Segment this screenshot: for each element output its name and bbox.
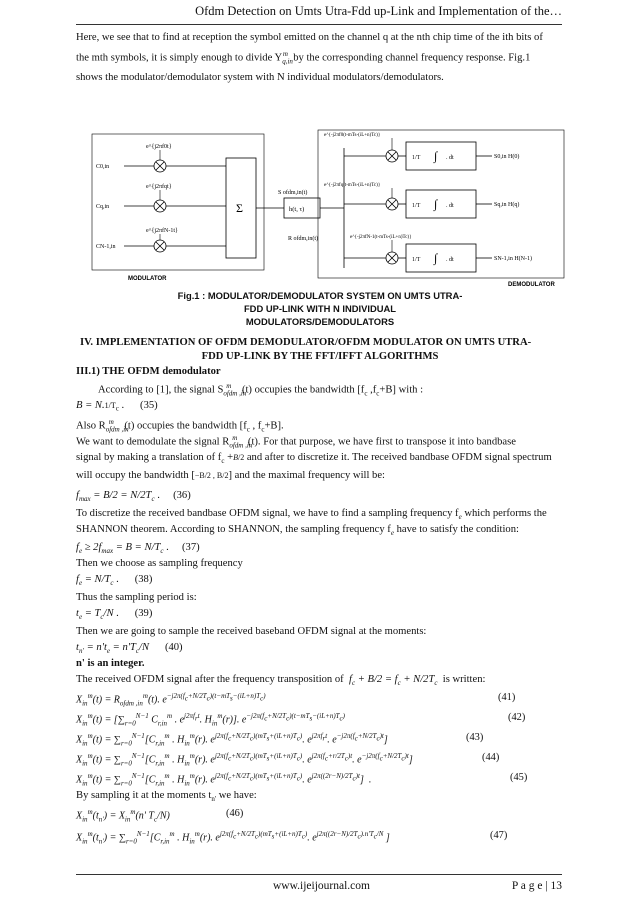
channel-label: h(t, τ) [289, 206, 305, 213]
body-line: SHANNON theorem. According to SHANNON, the sampling frequency $f_e$ have to satisfy the condition: [76, 524, 519, 538]
eq-number-44: (44) [482, 752, 500, 763]
input-cn1: CN-1,in [96, 244, 116, 250]
output-0: S0,in H(0) [494, 154, 520, 160]
body-line: Then we choose as sampling frequency [76, 558, 243, 569]
intro-line-3: shows the modulator/demodulator system with N individual modulators/demodulators. [76, 71, 444, 83]
equation-39: $t_e = T_c/N$ . (39) [76, 608, 153, 622]
rx-exp-n1: e^{-j2πfN-1(t-mTs-(iL+n)Tc)} [350, 235, 412, 240]
equation-47: $X_{in}^m(t_{n'}) = \sum_{r=0}^{N-1}[C_{r,in}^m$ . $H_{in}^m(r)$. $e^{j2\pi(f_c+N/2T_c)(mT_s+(iL+n)T_c)}$. $e^{j2\pi((2r-N)/2T_c).n'T_c/N}$ ] [76, 830, 390, 846]
equation-43: $X_{in}^m(t) = \sum_{r=0}^{N-1}[C_{r,in}^m$ . $H_{in}^m(r)$. $e^{j2\pi(f_c+N/2T_c)(mT_s+(iL+n)T_c)}$. $e^{j2\pi f_rt}$. $e^{-j2\pi(f_c+N/2T_c)t}$] [76, 732, 388, 748]
body-line: n' is an integer. [76, 658, 145, 669]
equation-46: $X_{in}^m(t_{n'}) = X_{in}^m(n'$ $T_c/N$) [76, 808, 170, 824]
demodulator-label: DEMODULATOR [508, 282, 555, 288]
svg-text:. dt: . dt [446, 203, 454, 209]
svg-text:. dt: . dt [446, 155, 454, 161]
body-line: By sampling it at the moments $t_{n'}$ we have: [76, 790, 257, 804]
section-heading: IV. IMPLEMENTATION OF OFDM DEMODULATOR/OFDM MODULATOR ON UMTS UTRA- FDD UP-LINK BY THE FFT/IFFT ALGORITHMS [80, 337, 532, 362]
eq-number-42: (42) [508, 712, 526, 723]
output-n1: SN-1,in H(N-1) [494, 256, 532, 262]
svg-text:. dt: . dt [446, 257, 454, 263]
tx-signal-label: S ofdm,in(t) [278, 190, 308, 196]
body-line: The received OFDM signal after the frequency transposition of $f_c + B/2 = f_c + N/2T_c$ is written: [76, 674, 486, 688]
equation-42: $X_{in}^m(t) = [\sum_{r=0}^{N-1}$ $C_{r,in}^m$ . $e^{j2\pi f_rt}$. $H_{in}^m(r)$]. $e^{-j2\pi(f_c+N/2T_c)(t-mT_s-(iL+n)T_c)}$ [76, 712, 345, 728]
equation-40: $t_{n'} = n't_e = n'T_c/N$ (40) [76, 642, 183, 656]
eq-number-43: (43) [466, 732, 484, 743]
rx-exp-q: e^{-j2πfq(t-mTs-(iL+n)Tc)} [324, 183, 381, 188]
body-line: According to [1], the signal $S_{ofdm ,in}^m$ (t) occupies the bandwidth [$f_c$ $,f_c+B$] with : [98, 382, 424, 398]
footer-rule [76, 874, 562, 875]
running-header: Ofdm Detection on Umts Utra-Fdd up-Link and Implementation of the… [195, 4, 562, 18]
rx-exp-0: e^{-j2πf0(t-mTs-(iL+n)Tc)} [324, 133, 381, 138]
body-line: Then we are going to sample the received baseband OFDM signal at the moments: [76, 626, 427, 637]
modulator-demodulator-diagram [88, 128, 568, 288]
rx-signal-label: R ofdm,in(t) [288, 236, 318, 242]
subsection-heading: III.1) THE OFDM demodulator [76, 366, 221, 377]
svg-text:∫: ∫ [434, 197, 438, 211]
svg-text:∫: ∫ [434, 149, 438, 163]
input-cq: Cq,in [96, 204, 110, 210]
equation-36: $f_{max} = B/2 = N/2T_c$ . (36) [76, 490, 191, 504]
body-line: Thus the sampling period is: [76, 592, 197, 603]
equation-44: $X_{in}^m(t) = \sum_{r=0}^{N-1}[C_{r,in}^m$ . $H_{in}^m(r)$. $e^{j2\pi(f_c+N/2T_c)(mT_s+(iL+n)T_c)}$. $e^{j2\pi(f_c+r/2T_c)t}$. $e^{-j2\pi(f_c+N/2T_c)t}$] [76, 752, 413, 768]
svg-text:1/T: 1/T [412, 155, 421, 161]
figure-caption: Fig.1 : MODULATOR/DEMODULATOR SYSTEM ON UMTS UTRA- FDD UP-LINK WITH N INDIVIDUAL MODULATORS/DEMODULATORS [177, 290, 463, 327]
body-line: signal by making a translation of $f_c +B/2$ and after to discretize it. The received bandbase OFDM signal spectrum [76, 452, 552, 466]
body-line: will occupy the bandwidth [−B/2 , B/2] and the maximal frequency will be: [76, 470, 385, 481]
equation-45: $X_{in}^m(t) = \sum_{r=0}^{N-1}[C_{r,in}^m$ . $H_{in}^m(r)$. $e^{j2\pi(f_c+N/2T_c)(mT_s+(iL+n)T_c)}$. $e^{j2\pi((2r-N)/2T_c)t}$] . [76, 772, 372, 788]
eq-number-45: (45) [510, 772, 528, 783]
page-number: P a g e | 13 [511, 880, 562, 892]
input-c0: C0,in [96, 164, 110, 170]
exp-fn1: e^{j2πfN-1t} [146, 228, 178, 234]
exp-fq: e^{j2πfqt} [146, 184, 172, 190]
intro-line-1: Here, we see that to find at reception the symbol emitted on the channel q at the nth chip time of the ith bits of [76, 32, 543, 43]
eq-number-47: (47) [490, 830, 508, 841]
intro-line-2: the mth symbols, it is simply enough to divide $Y_{q,in}^m$ by the corresponding channel frequency response. Fig.1 [76, 50, 531, 66]
output-q: Sq,in H(q) [494, 202, 520, 208]
body-line: We want to demodulate the signal $R_{ofdm ,in}^m$ (t). For that purpose, we have first to transpose it into bandbase [76, 434, 516, 450]
svg-text:∫: ∫ [434, 251, 438, 265]
svg-text:1/T: 1/T [412, 257, 421, 263]
header-rule [76, 24, 562, 25]
eq-number-46: (46) [226, 808, 244, 819]
eq-number-41: (41) [498, 692, 516, 703]
equation-37: $f_e \ge 2f_{max} = B = N/T_c$ . (37) [76, 542, 200, 556]
body-line: Also $R_{ofdm ,in}^m$ (t) occupies the bandwidth [$f_c$ , $f_c+B$]. [76, 418, 284, 434]
svg-text:1/T: 1/T [412, 203, 421, 209]
equation-38: $f_e = N/T_c$ . (38) [76, 574, 153, 588]
equation-41: $X_{in}^m(t) = R_{ofdm ,in}^m(t)$. $e^{-j2\pi(f_c+N/2T_c)(t-mT_s-(iL+n)T_c)}$ [76, 692, 266, 708]
journal-url[interactable]: www.ijeijournal.com [273, 880, 370, 892]
equation-35: $B = N.1/T_c$ . (35) [76, 400, 158, 413]
intro-paragraph [76, 30, 562, 86]
exp-f0: e^{j2πf0t} [146, 144, 172, 150]
sum-symbol: Σ [236, 201, 243, 215]
body-line: To discretize the received bandbase OFDM signal, we have to find a sampling frequency $f_e$ which performs the [76, 508, 547, 522]
modulator-label: MODULATOR [128, 276, 167, 282]
